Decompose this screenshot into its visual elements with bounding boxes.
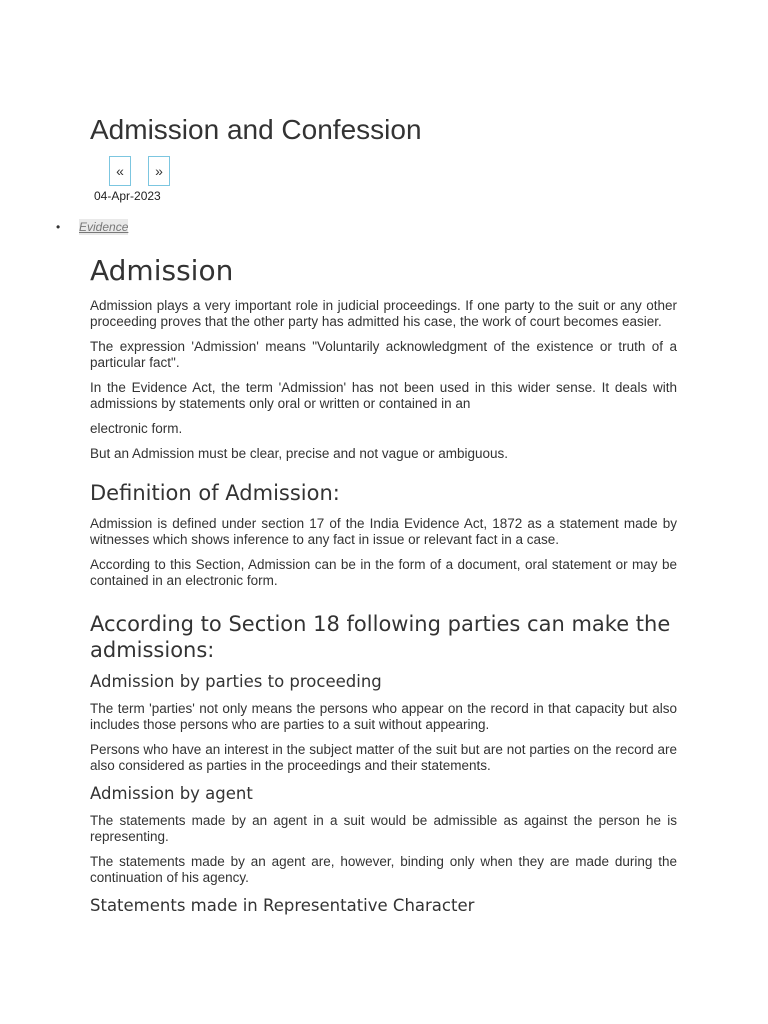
paragraph: Persons who have an interest in the subject matter of the suit but are not parties on the record are also considered as parties in the proceedings and their statements. [90, 742, 677, 773]
section-heading-admission: Admission [90, 254, 234, 287]
paragraph: The expression 'Admission' means "Voluntarily acknowledgment of the existence or truth of a particular fact". [90, 339, 677, 370]
next-page-button[interactable]: » [148, 156, 170, 186]
subsection-heading-agent: Admission by agent [90, 784, 253, 803]
document-title: Admission and Confession [90, 114, 422, 145]
section-heading-definition: Definition of Admission: [90, 481, 340, 505]
paragraph: The term 'parties' not only means the persons who appear on the record in that capacity but also includes those persons who are parties to a suit without appearing. [90, 701, 677, 732]
paragraph: Admission plays a very important role in judicial proceedings. If one party to the suit or any other proceeding proves that the other party has admitted his case, the work of court becomes easier. [90, 298, 677, 329]
paragraph: In the Evidence Act, the term 'Admission' has not been used in this wider sense. It deals with admissions by statements only oral or written or contained in an [90, 380, 677, 411]
paragraph: But an Admission must be clear, precise and not vague or ambiguous. [90, 446, 508, 461]
tag-link-evidence[interactable]: Evidence [79, 220, 129, 234]
subsection-heading-parties: Admission by parties to proceeding [90, 672, 382, 691]
paragraph: The statements made by an agent are, however, binding only when they are made during the continuation of his agency. [90, 854, 677, 885]
paragraph: Admission is defined under section 17 of the India Evidence Act, 1872 as a statement made by witnesses which shows inference to any fact in issue or relevant fact in a case. [90, 516, 677, 547]
publish-date: 04-Apr-2023 [94, 189, 161, 203]
subsection-heading-representative: Statements made in Representative Character [90, 896, 475, 915]
paragraph: According to this Section, Admission can be in the form of a document, oral statement or may be contained in an electronic form. [90, 557, 677, 588]
paragraph: The statements made by an agent in a suit would be admissible as against the person he is representing. [90, 813, 677, 844]
article-body [90, 252, 677, 925]
previous-page-button[interactable]: « [109, 156, 131, 186]
bullet-icon: • [56, 220, 61, 234]
paragraph: electronic form. [90, 421, 183, 436]
section-heading-section-18: According to Section 18 following parties can make the admissions: [90, 612, 671, 662]
